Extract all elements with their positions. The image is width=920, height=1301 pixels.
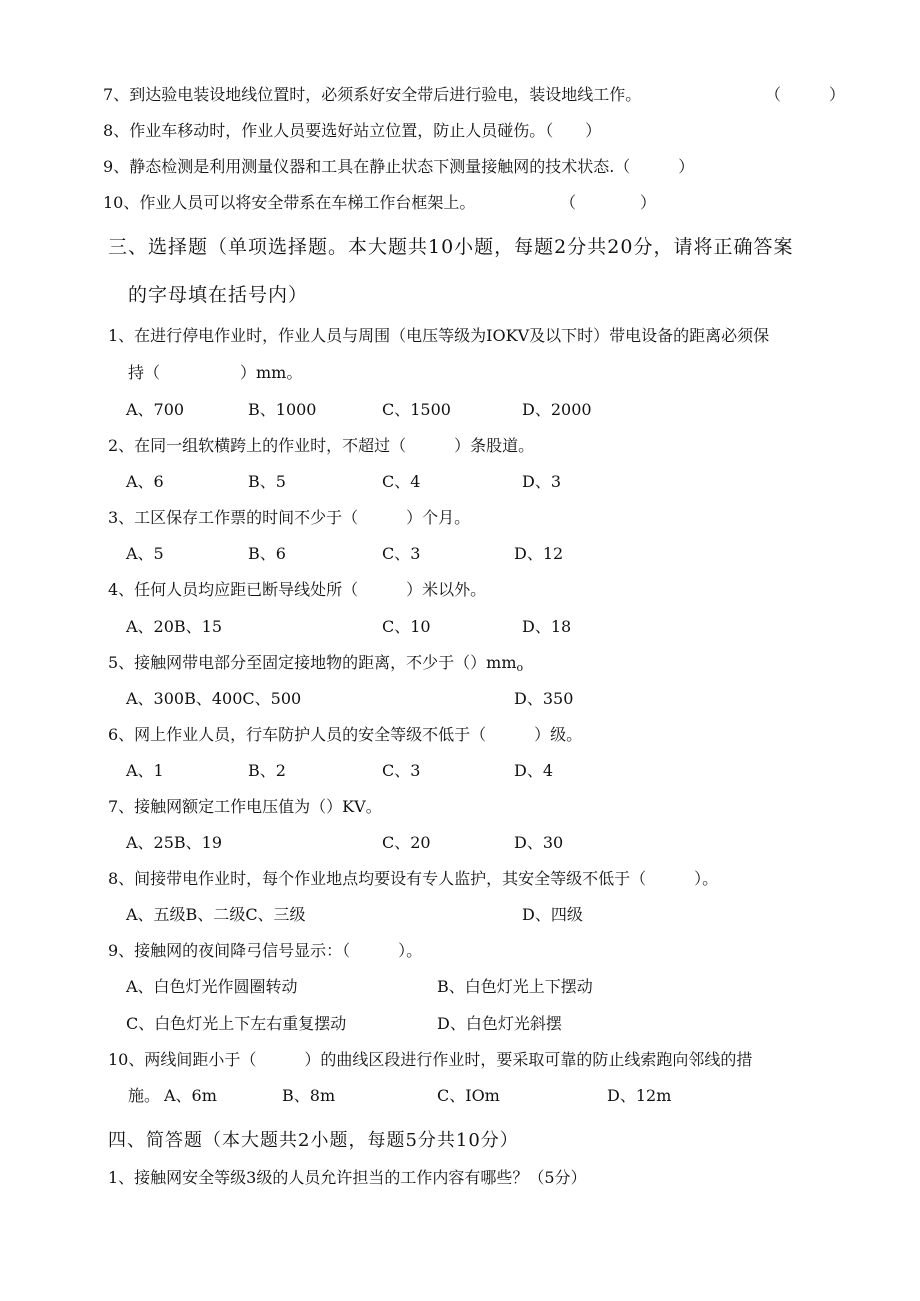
- option-b: B、6: [248, 544, 286, 563]
- answer-blank: （ ）: [560, 193, 657, 212]
- option-d: D、350: [514, 689, 574, 708]
- question-stem: 5、接触网带电部分至固定接地物的距离，不少于$()mm_o$: [108, 653, 524, 674]
- option-d: D、18: [522, 617, 572, 636]
- option-d: D、30: [514, 833, 564, 852]
- option-a: A、1: [126, 761, 164, 780]
- option-ab: A、20B、15: [126, 617, 223, 636]
- section-heading-3: 三、选择题（单项选择题。本大题共10小题，每题2分共20分，请将正确答案: [108, 236, 794, 258]
- option-b: B、8m: [282, 1086, 336, 1105]
- option-a: A、白色灯光作圆圈转动: [126, 977, 298, 996]
- question-stem-cont: 施。: [128, 1086, 161, 1105]
- question-short-answer-1: 1、接触网安全等级3级的人员允许担当的工作内容有哪些？（5分）: [108, 1168, 587, 1187]
- option-c: C、3: [382, 761, 421, 780]
- option-a: A、6m: [164, 1086, 217, 1105]
- option-c: C、4: [382, 472, 421, 491]
- option-c: C、白色灯光上下左右重复摆动: [126, 1014, 347, 1033]
- tf-item-text: 8、作业车移动时，作业人员要选好站立位置，防止人员碰伤。（ ）: [103, 121, 602, 140]
- option-b: B、白色灯光上下摆动: [437, 977, 593, 996]
- question-stem: 9、接触网的夜间降弓信号显示：（ ）。: [108, 941, 423, 960]
- question-stem: 6、网上作业人员，行车防护人员的安全等级不低于（ ）级。: [108, 725, 583, 744]
- option-d: D、白色灯光斜摆: [437, 1014, 562, 1033]
- tf-item-text: 7、到达验电装设地线位置时，必须系好安全带后进行验电，装设地线工作。: [103, 85, 642, 104]
- tf-item-text: 10、作业人员可以将安全带系在车梯工作台框架上。: [103, 193, 476, 212]
- option-a: A、700: [126, 400, 185, 419]
- option-d: D、12m: [607, 1086, 672, 1105]
- option-c: C、IOm: [437, 1086, 500, 1105]
- question-stem: 1、在进行停电作业时，作业人员与周围（电压等级为IOKV及以下时）带电设备的距离必须保: [108, 326, 770, 345]
- option-d: D、四级: [522, 905, 583, 924]
- option-d: D、3: [522, 472, 562, 491]
- option-d: D、4: [514, 761, 554, 780]
- section-heading-3-cont: 的字母填在括号内）: [128, 284, 309, 306]
- answer-blank: （ ）: [765, 85, 846, 104]
- question-stem: 7、接触网额定工作电压值为（）KV。: [108, 797, 382, 816]
- option-ab: A、25B、19: [126, 833, 223, 852]
- question-stem: 2、在同一组软横跨上的作业时，不超过（ ）条股道。: [108, 436, 535, 455]
- option-b: B、1000: [248, 400, 317, 419]
- option-a: A、5: [126, 544, 164, 563]
- option-d: D、2000: [522, 400, 592, 419]
- section-heading-4: 四、简答题（本大题共2小题，每题5分共10分）: [108, 1130, 519, 1151]
- option-c: C、3: [382, 544, 421, 563]
- option-abc: A、五级B、二级C、三级: [126, 905, 306, 924]
- option-c: C、10: [382, 617, 431, 636]
- option-d: D、12: [514, 544, 564, 563]
- question-stem: 10、两线间距小于（ ）的曲线区段进行作业时，要采取可靠的防止线索跑向邻线的措: [108, 1050, 753, 1069]
- tf-item-text: 9、静态检测是利用测量仪器和工具在静止状态下测量接触网的技术状态.（ ）: [103, 157, 695, 176]
- question-stem: 3、工区保存工作票的时间不少于（ ）个月。: [108, 508, 471, 527]
- question-stem-cont: 持（ ）mm。: [128, 363, 303, 382]
- question-stem: 8、间接带电作业时，每个作业地点均要设有专人监护，其安全等级不低于（ ）。: [108, 869, 719, 888]
- option-a: A、6: [126, 472, 164, 491]
- question-stem: 4、任何人员均应距已断导线处所（ ）米以外。: [108, 580, 487, 599]
- option-abc: A、300B、400C、500: [126, 689, 302, 708]
- option-b: B、2: [248, 761, 286, 780]
- option-c: C、20: [382, 833, 431, 852]
- option-b: B、5: [248, 472, 286, 491]
- option-c: C、1500: [382, 400, 451, 419]
